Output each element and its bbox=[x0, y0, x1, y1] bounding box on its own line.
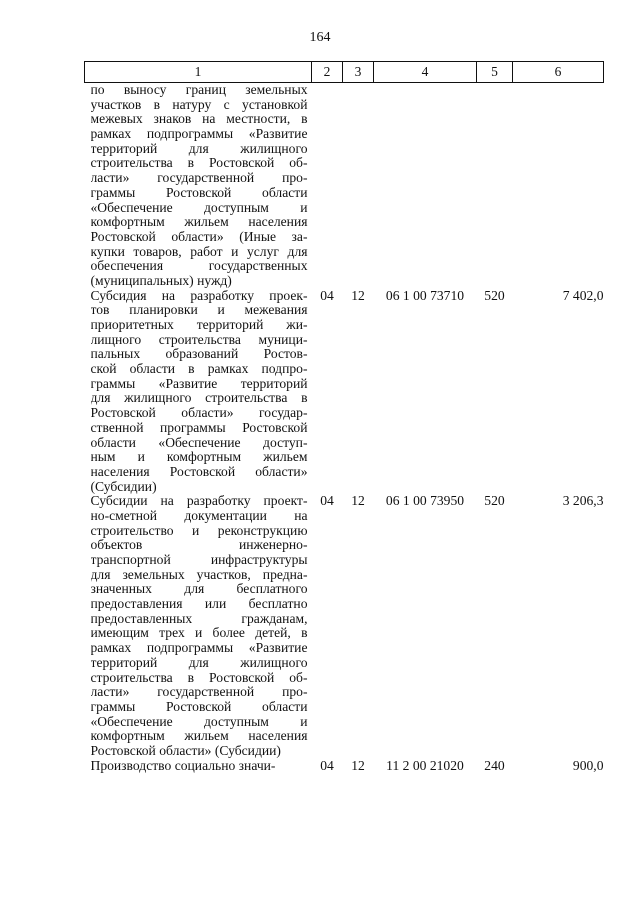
expense-name-line: имеющим трех и более детей, в bbox=[90, 626, 308, 641]
expense-name-line: предоставления или бесплатно bbox=[90, 597, 308, 612]
expense-name-cell bbox=[85, 759, 312, 786]
expense-name-line: рамках подпрограммы «Развитие bbox=[90, 127, 308, 142]
header-col-1: 1 bbox=[85, 62, 312, 83]
table-row bbox=[85, 759, 604, 786]
amount-cell: 7 402,0 bbox=[562, 287, 604, 303]
expense-name-line: «Обеспечение доступным и bbox=[90, 200, 308, 215]
expense-name-line: объектов инженерно- bbox=[90, 538, 308, 553]
expense-name-line: ской области в рамках подпро- bbox=[90, 362, 308, 377]
header-col-2: 2 bbox=[312, 62, 343, 83]
section-cell: 04 bbox=[320, 493, 334, 509]
expense-name-line: предоставленных гражданам, bbox=[90, 611, 308, 626]
table-row bbox=[85, 83, 604, 289]
expense-name-line: Субсидия на разработку проек- bbox=[90, 288, 308, 303]
expense-name-line: комфортным жильем населения bbox=[90, 729, 308, 744]
expense-name-line: ласти» государственной про- bbox=[90, 685, 308, 700]
section-cell: 04 bbox=[320, 287, 334, 303]
header-col-6: 6 bbox=[513, 62, 604, 83]
amount-cell: 900,0 bbox=[572, 757, 604, 773]
expense-name-line: граммы «Развитие территорий bbox=[90, 376, 308, 391]
table-row bbox=[85, 289, 604, 495]
header-col-3: 3 bbox=[343, 62, 374, 83]
expense-name-line: приоритетных территорий жи- bbox=[90, 318, 308, 332]
expense-name-line: по выносу границ земельных bbox=[90, 83, 308, 97]
expense-name-line: (муниципальных) нужд) bbox=[90, 273, 232, 288]
subsection-cell bbox=[343, 83, 374, 289]
table-body bbox=[85, 83, 604, 786]
expense-name-line: Производство социально значи- bbox=[90, 758, 276, 773]
expense-name-line: Ростовской области» (Иные за- bbox=[90, 229, 308, 244]
expense-name-line: ласти» государственной про- bbox=[90, 171, 308, 186]
expense-name-line: ным и комфортным жильем bbox=[90, 450, 308, 465]
expense-name-line: граммы Ростовской области bbox=[90, 699, 308, 714]
budget-table bbox=[84, 61, 604, 785]
expense-name-line: «Обеспечение доступным и bbox=[90, 714, 308, 729]
expense-name-cell bbox=[85, 494, 312, 758]
subsection-cell: 12 bbox=[351, 287, 365, 303]
expense-name-line: населения Ростовской области» bbox=[90, 464, 308, 479]
expense-name-line: транспортной инфраструктуры bbox=[90, 553, 308, 567]
header-col-4: 4 bbox=[374, 62, 477, 83]
expense-type-cell: 520 bbox=[484, 287, 505, 303]
expense-name-line: области «Обеспечение доступ- bbox=[90, 435, 308, 450]
expense-name-line: для земельных участков, предна- bbox=[90, 567, 308, 582]
expense-name-line: строительство и реконструкцию bbox=[90, 523, 308, 538]
expense-name-cell bbox=[85, 289, 312, 495]
expense-name-line: граммы Ростовской области bbox=[90, 185, 308, 200]
target-article-cell: 06 1 00 73710 bbox=[385, 287, 465, 303]
expense-name-line: территорий для жилищного bbox=[90, 141, 308, 156]
expense-name-line: строительства в Ростовской об- bbox=[90, 156, 308, 171]
expense-name-line: рамках подпрограммы «Развитие bbox=[90, 641, 308, 656]
table-row bbox=[85, 494, 604, 758]
expense-name-line: Ростовской области» (Субсидии) bbox=[90, 743, 281, 758]
expense-type-cell: 520 bbox=[484, 493, 505, 509]
expense-type-cell: 240 bbox=[484, 757, 505, 773]
expense-name-line: Ростовской области» государ- bbox=[90, 406, 308, 421]
expense-name-line: пальных образований Ростов- bbox=[90, 347, 308, 362]
expense-name-line: для жилищного строительства в bbox=[90, 391, 308, 406]
subsection-cell: 12 bbox=[351, 757, 365, 773]
page-number: 164 bbox=[309, 30, 331, 45]
expense-name-line: тов планировки и межевания bbox=[90, 303, 308, 318]
expense-type-cell bbox=[477, 83, 513, 289]
section-cell bbox=[312, 83, 343, 289]
target-article-cell: 11 2 00 21020 bbox=[386, 757, 464, 773]
expense-name-line: значенных для бесплатного bbox=[90, 582, 308, 597]
table-header-row bbox=[85, 62, 604, 83]
expense-name-line: ственной программы Ростовской bbox=[90, 420, 308, 435]
expense-name-line: строительства в Ростовской об- bbox=[90, 670, 308, 685]
expense-name-line: обеспечения государственных bbox=[90, 259, 308, 274]
target-article-cell bbox=[374, 83, 477, 289]
expense-name-line: лищного строительства муници- bbox=[90, 332, 308, 347]
expense-name-cell bbox=[85, 83, 312, 289]
expense-name-line: но-сметной документации на bbox=[90, 508, 308, 523]
amount-cell: 3 206,3 bbox=[562, 493, 604, 509]
expense-name-line: Субсидии на разработку проект- bbox=[90, 494, 308, 509]
expense-name-line: купки товаров, работ и услуг для bbox=[90, 244, 308, 259]
target-article-cell: 06 1 00 73950 bbox=[385, 493, 465, 509]
section-cell: 04 bbox=[320, 757, 334, 773]
expense-name-line: территорий для жилищного bbox=[90, 655, 308, 670]
header-col-5: 5 bbox=[477, 62, 513, 83]
expense-name-line: комфортным жильем населения bbox=[90, 215, 308, 230]
expense-name-line: межевых знаков на местности, в bbox=[90, 112, 308, 127]
expense-name-line: (Субсидии) bbox=[90, 479, 157, 494]
expense-name-line: участков в натуру с установкой bbox=[90, 97, 308, 112]
amount-cell bbox=[513, 83, 604, 289]
subsection-cell: 12 bbox=[351, 493, 365, 509]
